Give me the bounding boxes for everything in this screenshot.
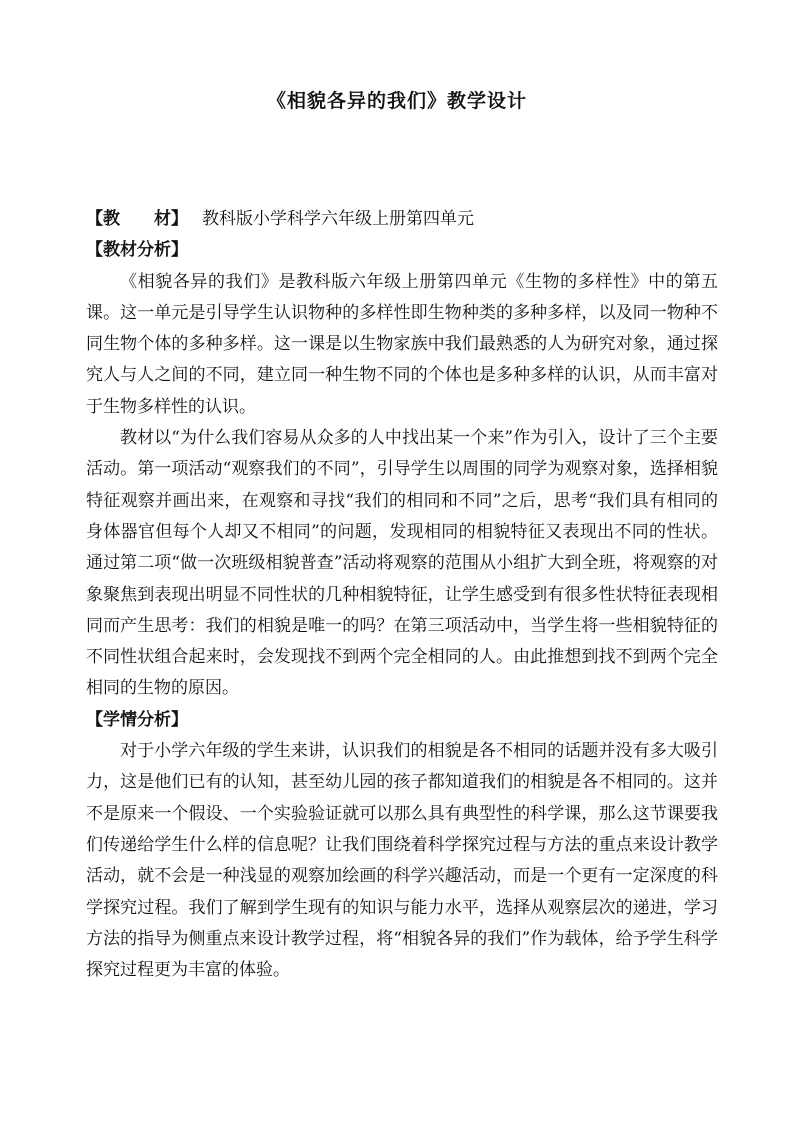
paragraph-material-analysis-1: 《相貌各异的我们》是教科版六年级上册第四单元《生物的多样性》中的第五课。这一单元是引导学生认识物种的多样性即生物种类的多种多样，以及同一物种不同生物个体的多种多样。这一课是以生物家族中我们最熟悉的人为研究对象，通过探究人与人之间的不同，建立同一种生物不同的个体也是多种多样的认识，从而丰富对于生物多样性的认识。 [86, 271, 718, 417]
document-title: 《相貌各异的我们》教学设计 [266, 90, 527, 112]
section-heading-learner-analysis: 【学情分析】 [86, 709, 188, 730]
paragraph-material-analysis-2: 教材以“为什么我们容易从众多的人中找出某一个来”作为引入，设计了三个主要活动。第一项活动“观察我们的不同”，引导学生以周围的同学为观察对象，选择相貌特征观察并画出来，在观察和寻找“我们的相同和不同”之后，思考“我们具有相同的身体器官但每个人却又不相同”的问题，发现相同的相貌特征又表现出不同的性状。通过第二项“做一次班级相貌普查”活动将观察的范围从小组扩大到全班，将观察的对象聚焦到表现出明显不同性状的几种相貌特征，让学生感受到有很多性状特征表现相同而产生思考：我们的相貌是唯一的吗？在第三项活动中，当学生将一些相貌特征的不同性状组合起来时，会发现找不到两个完全相同的人。由此推想到找不到两个完全相同的生物的原因。 [86, 428, 718, 699]
material-label: 【教 材】 [86, 209, 188, 229]
paragraph-learner-analysis-1: 对于小学六年级的学生来讲，认识我们的相貌是各不相同的话题并没有多大吸引力，这是他们已有的认知，甚至幼儿园的孩子都知道我们的相貌是各不相同的。这并不是原来一个假设、一个实验验证就可以那么具有典型性的科学课，那么这节课要我们传递给学生什么样的信息呢？让我们围绕着科学探究过程与方法的重点来设计教学活动，就不会是一种浅显的观察加绘画的科学兴趣活动，而是一个更有一定深度的科学探究过程。我们了解到学生现有的知识与能力水平，选择从观察层次的递进，学习方法的指导为侧重点来设计教学过程，将“相貌各异的我们”作为载体，给予学生科学探究过程更为丰富的体验。 [86, 741, 718, 981]
material-row [86, 204, 718, 235]
section-heading-material-analysis: 【教材分析】 [86, 240, 188, 261]
document-body [86, 204, 718, 986]
material-value: 教科版小学科学六年级上册第四单元 [202, 209, 474, 229]
